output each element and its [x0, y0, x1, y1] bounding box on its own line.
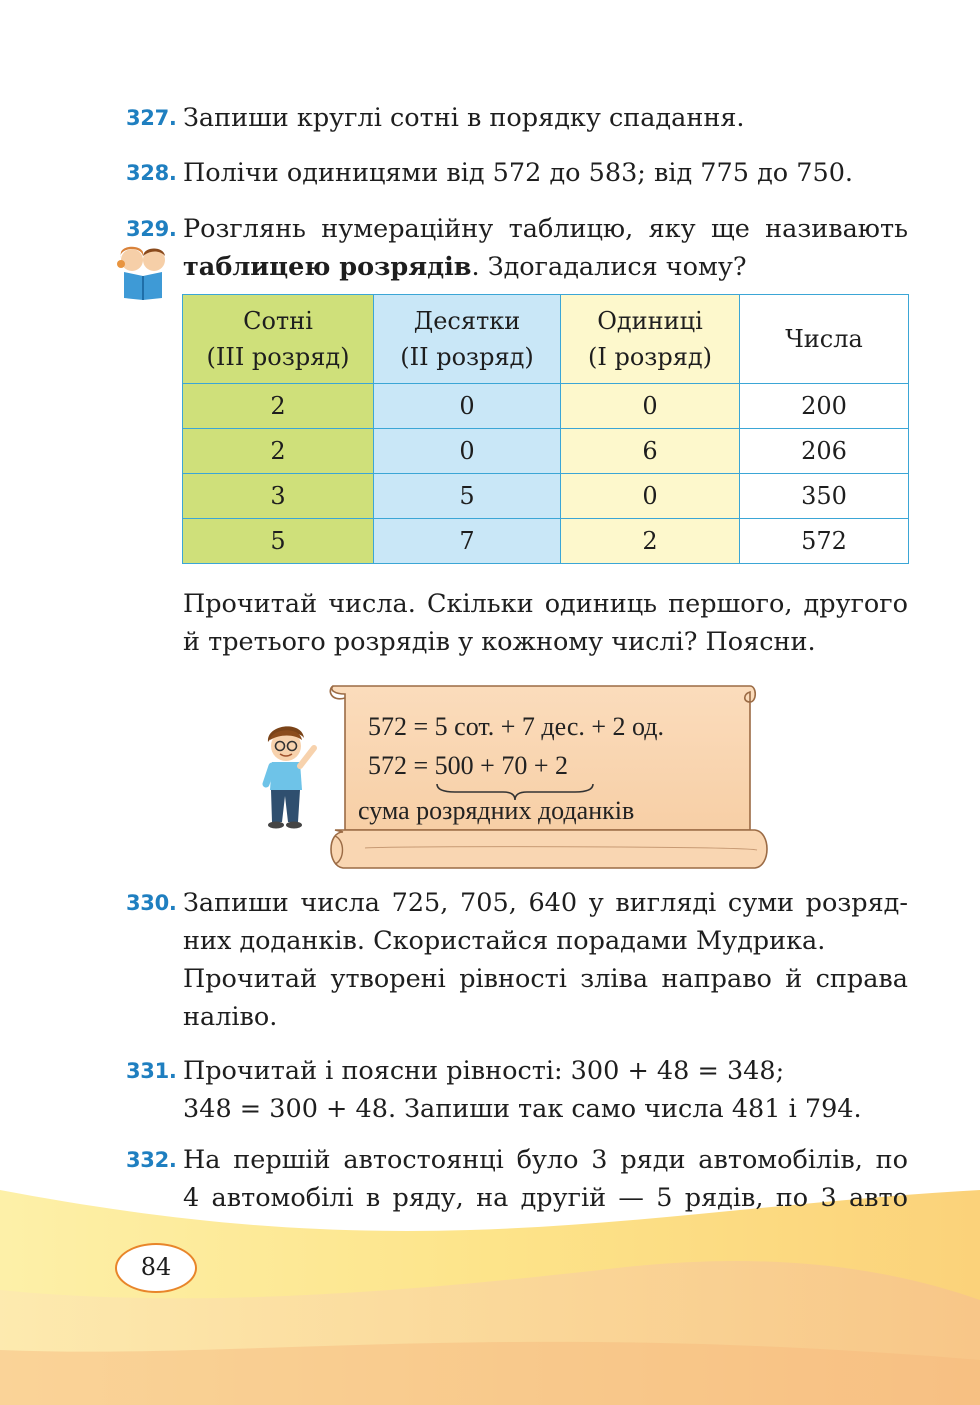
- cell-tens: 7: [374, 519, 561, 564]
- cell-number: 206: [740, 429, 909, 474]
- exercise-text: Полічи одиницями від 572 до 583; від 775 до 750.: [183, 158, 854, 188]
- exercise-328: [126, 154, 908, 192]
- cell-tens: 0: [374, 384, 561, 429]
- header-ones: Одиниці (І розряд): [561, 295, 740, 384]
- exercise-329-question: [126, 585, 908, 661]
- cell-number: 200: [740, 384, 909, 429]
- exercise-text-line-4: наліво.: [183, 1002, 278, 1032]
- question-line-1: Прочитай числа. Скільки одиниць першого, другого: [183, 589, 908, 619]
- cell-hundreds: 2: [183, 429, 374, 474]
- digit-place-table: [182, 294, 909, 564]
- exercise-330: [126, 884, 908, 1036]
- exercise-text-line-1: Розглянь нумераційну таблицю, яку ще називають: [183, 214, 908, 244]
- cell-number: 350: [740, 474, 909, 519]
- table-row: [183, 384, 909, 429]
- exercise-number: 330.: [126, 891, 177, 915]
- cell-ones: 0: [561, 384, 740, 429]
- cell-ones: 6: [561, 429, 740, 474]
- cell-hundreds: 2: [183, 384, 374, 429]
- header-hundreds: Сотні (ІІІ розряд): [183, 295, 374, 384]
- bold-term: таблицею розрядів: [183, 252, 472, 282]
- exercise-329: [126, 210, 908, 286]
- question-line-2: й третього розрядів у кожному числі? Поясни.: [183, 627, 816, 657]
- exercise-text-line-3: Прочитай утворені рівності зліва направо й справа: [183, 964, 908, 994]
- table-row: [183, 474, 909, 519]
- exercise-327: [126, 99, 908, 137]
- exercise-number: 331.: [126, 1059, 177, 1083]
- hint-scroll: [325, 680, 770, 875]
- exercise-text-line-2: них доданків. Скористайся порадами Мудрика.: [183, 926, 826, 956]
- exercise-text-line-1: Прочитай і поясни рівності: 300 + 48 = 348;: [183, 1056, 785, 1086]
- scroll-line-1: 572 = 5 сот. + 7 дес. + 2 од.: [368, 712, 665, 741]
- cell-ones: 2: [561, 519, 740, 564]
- exercise-text-line-2: 348 = 300 + 48. Запиши так само числа 481 і 794.: [183, 1094, 862, 1124]
- header-tens: Десятки (ІІ розряд): [374, 295, 561, 384]
- exercise-text-line-2: 4 автомобілі в ряду, на другій — 5 рядів, по 3 авто: [183, 1183, 908, 1213]
- exercise-number: 328.: [126, 161, 177, 185]
- scroll-caption: сума розрядних доданків: [358, 796, 635, 825]
- exercise-text-line-1: На першій автостоянці було 3 ряди автомобілів, по: [183, 1145, 908, 1175]
- cell-hundreds: 3: [183, 474, 374, 519]
- cell-ones: 0: [561, 474, 740, 519]
- table-row: [183, 519, 909, 564]
- exercise-332: [126, 1141, 908, 1217]
- exercise-number: 329.: [126, 217, 177, 241]
- exercise-text-line-2: [183, 248, 908, 286]
- scroll-line-2: 572 = 500 + 70 + 2: [368, 751, 568, 780]
- exercise-text: Запиши круглі сотні в порядку спадання.: [183, 103, 745, 133]
- exercise-text-line-1: Запиши числа 725, 705, 640 у вигляді суми розряд-: [183, 888, 908, 918]
- exercise-number: 332.: [126, 1148, 177, 1172]
- page-number: 84: [115, 1243, 197, 1293]
- boy-character-illustration: [258, 722, 328, 832]
- header-numbers: Числа: [740, 295, 909, 384]
- exercise-number: 327.: [126, 106, 177, 130]
- cell-tens: 0: [374, 429, 561, 474]
- kids-reading-icon: [112, 242, 174, 300]
- exercise-331: [126, 1052, 908, 1128]
- exercise-text-rest: . Здогадалися чому?: [471, 252, 747, 282]
- cell-number: 572: [740, 519, 909, 564]
- cell-hundreds: 5: [183, 519, 374, 564]
- scroll-sum: 500 + 70 + 2: [434, 751, 568, 780]
- table-row: [183, 429, 909, 474]
- cell-tens: 5: [374, 474, 561, 519]
